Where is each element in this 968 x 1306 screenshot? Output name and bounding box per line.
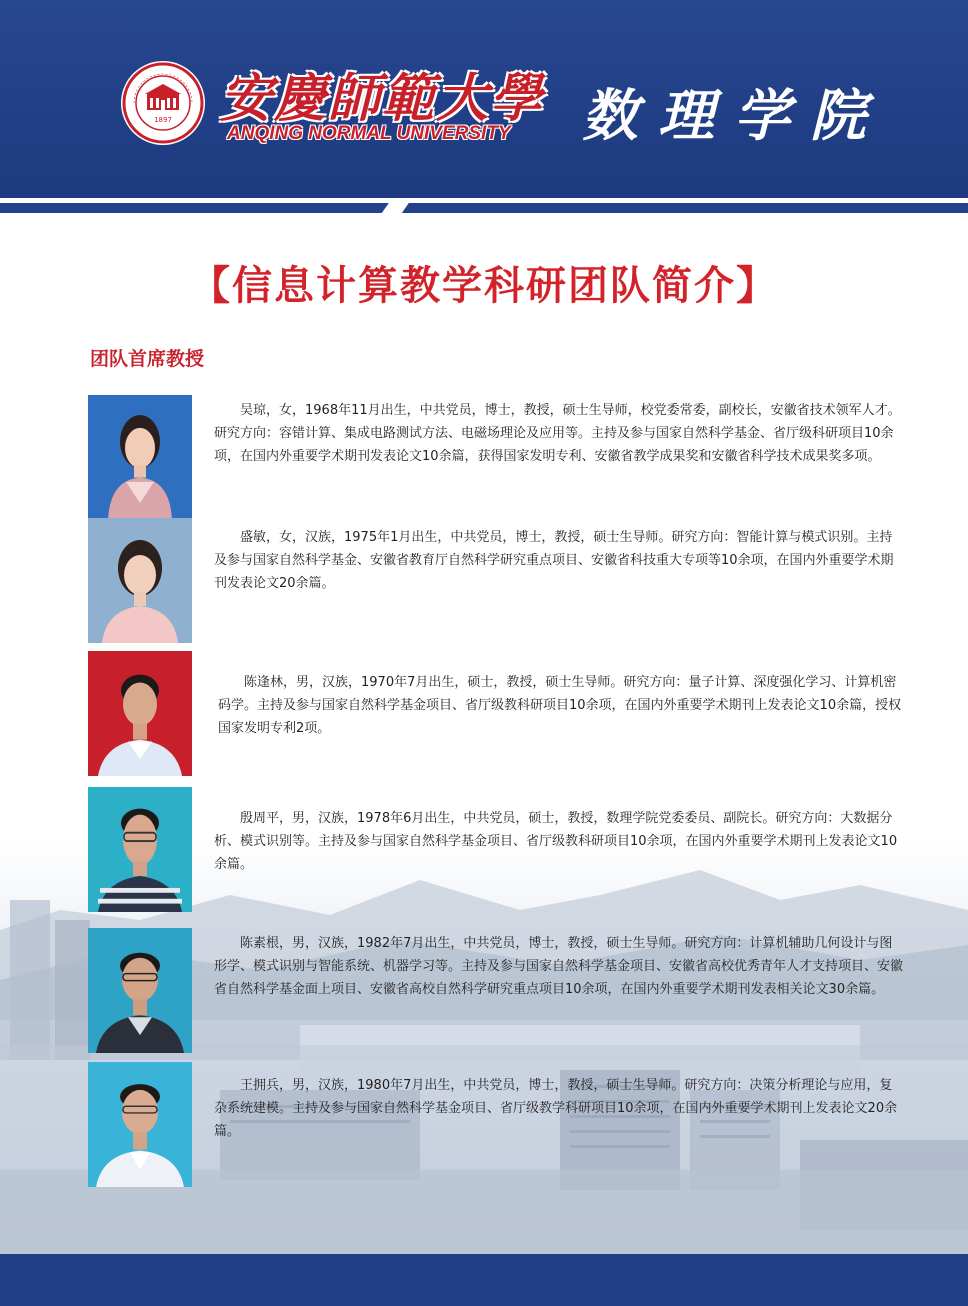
member-bio: 殷周平，男，汉族，1978年6月出生，中共党员，硕士，教授，数理学院党委委员、副院长。研究方向：大数据分析、模式识别等。主持及参与国家自然科学基金项目、省厅级教科研项目10余项，在国内外重要学术期刊上发表论文10余篇。 (214, 811, 898, 872)
portrait-photo (88, 651, 192, 776)
logo-year: 1897 (154, 116, 172, 124)
portrait-photo (88, 518, 192, 643)
member-bio: 陈素根，男，汉族，1982年7月出生，中共党员，博士，教授，硕士生导师。研究方向：计算机辅助几何设计与图形学、模式识别与智能系统、机器学习等。主持及参与国家自然科学基金项目、安徽省高校优秀青年人才支持项目、安徽省自然科学基金面上项目、安徽省高校自然科学研究重点项目10余项，在国内外重要学术期刊发表相关论文30余篇。 (214, 936, 904, 997)
university-name-cn: 安慶師範大學 (220, 68, 545, 129)
member-bio: 王拥兵，男，汉族，1980年7月出生，中共党员，博士，教授，硕士生导师。研究方向：决策分析理论与应用，复杂系统建模。主持及参与国家自然科学基金项目、省厅级教学科研项目10余项，在国内外重要学术期刊上发表论文20余篇。 (214, 1078, 898, 1139)
header (0, 0, 968, 215)
school-name: 数理学院 (582, 83, 886, 149)
member-bio: 吴琼，女，1968年11月出生，中共党员，博士，教授，硕士生导师，校党委常委，副校长，安徽省技术领军人才。研究方向：容错计算、集成电路测试方法、电磁场理论及应用等。主持及参与国家自然科学基金、省厅级科研项目10余项，在国内外重要学术期刊发表论文10余篇，获得国家发明专利、安徽省教学成果奖和安徽省科学技术成果奖多项。 (214, 403, 901, 464)
university-seal-logo (120, 60, 206, 146)
member-bio: 陈逢林，男，汉族，1970年7月出生，硕士，教授，硕士生导师。研究方向：量子计算、深度强化学习、计算机密码学。主持及参与国家自然科学基金项目、省厅级教科研项目10余项，在国内外重要学术期刊上发表论文10余篇，授权国家发明专利2项。 (218, 675, 902, 736)
member-bio: 盛敏，女，汉族，1975年1月出生，中共党员，博士，教授，硕士生导师。研究方向：智能计算与模式识别。主持及参与国家自然科学基金、安徽省教育厅自然科学研究重点项目、安徽省科技重大专项等10余项，在国内外重要学术期刊发表论文20余篇。 (214, 530, 894, 591)
portrait-photo (88, 395, 192, 520)
portrait-photo (88, 1062, 192, 1187)
portrait-photo (88, 928, 192, 1053)
section-heading: 团队首席教授 (90, 348, 205, 370)
portrait-photo (88, 787, 192, 912)
page-title: 【信息计算教学科研团队简介】 (190, 263, 778, 309)
footer-band (0, 1254, 968, 1306)
header-stripe (0, 203, 968, 213)
university-name-en: ANQING NORMAL UNIVERSITY (227, 123, 511, 144)
